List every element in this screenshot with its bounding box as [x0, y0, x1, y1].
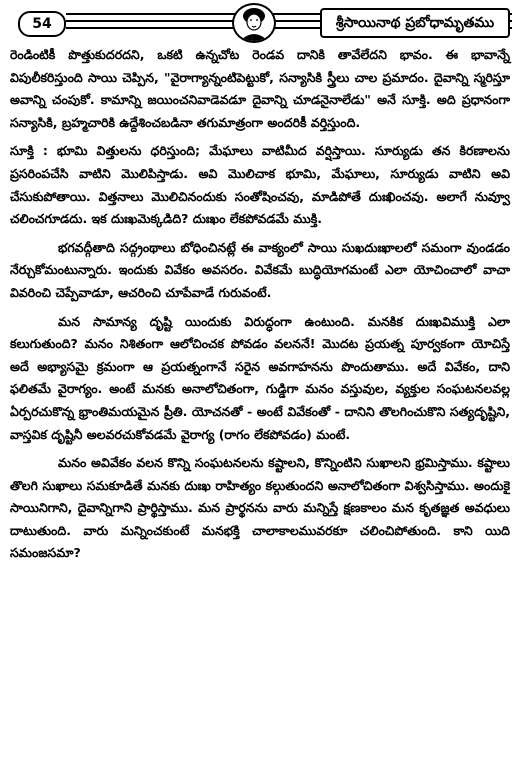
saibaba-portrait-icon	[232, 3, 276, 43]
paragraph: సూక్తి : భూమి విత్తులను ధరిస్తుంది; మేఘాలు వాటిమీద వర్షిస్తాయి. సూర్యుడు తన కిరణాలను ప్రసరింపచేసి వాటిని మొలిపిస్తాడు. అవి మొలిచాక భూమి, మేఘాలు, సూర్యుడు వాటిని అవి చేసుకుపోతాయి. విత్తనాలు మొలిచినందుకు సంతోషించవు, మాడిపోతే దుఃఖించవు. అలాగే నువ్వూ చలించగూడదు. ఇక దుఃఖమెక్కడిది? దుఃఖం లేకపోవడమే ముక్తి.	[10, 143, 510, 227]
page-header	[6, 3, 512, 39]
page-number: 54	[18, 11, 66, 37]
paragraph: భగవద్గీతాది సద్గ్రంథాలు బోధించినట్లే ఈ వాక్యంలో సాయి సుఖదుఃఖాలలో సమంగా వుండడం నేర్చుకోమంటున్నారు. ఇందుకు వివేకం అవసరం. వివేకమే బుద్ధియోగమంటే ఎలా యోచించాలో వాచా వివరించి చెప్పేవాడూ, ఆచరించి చూపేవాడే గురువంటే.	[10, 239, 510, 300]
paragraph: మనం అవివేకం వలన కొన్ని సంఘటనలను కష్టాలని, కొన్నింటిని సుఖాలని భ్రమిస్తాము. కష్టాలు తొలగి సుఖాలు సమకూడితే మనకు దుఃఖ రాహిత్యం కల్గుతుందని అనాలోచితంగా విశ్వసిస్తాము. అందుకై సాయినిగాని, దైవాన్నిగాని ప్రార్థిస్తాము. మన ప్రార్థనను వారు మన్నిస్తే క్షణకాలం మన కృతజ్ఞత అవధులు దాటుతుంది. వారు మన్నించకుంటే మనభక్తి చాలాకాలమువరకూ చలించిపోతుంది. కాని యిది సమంజసమా?	[10, 455, 510, 561]
paragraph: రెండింటికీ పొత్తుకుదరదని, ఒకటి ఉన్నచోట రెండవ దానికి తావేలేదని భావం. ఈ భావాన్నే విపులీకరిస్తుంది సాయి చెప్పిన, "వైరాగ్యాన్నంటిపెట్టుకో, సన్యాసికి స్త్రీలు చాల ప్రమాదం. దైవాన్ని స్మరిస్తూ అవాన్ని చంపుకో. కామాన్ని జయించనివాడెవడూ దైవాన్ని చూడనైనాలేడు" అనే సూక్తి. అది ప్రధానంగా సన్యాసికి, బ్రహ్మచారికి ఉద్దేశించబడినా తగుమాత్రంగా అందరికీ వర్తిస్తుంది.	[10, 47, 510, 130]
running-title: శ్రీసాయినాథ ప్రబోధామృతము	[320, 8, 510, 38]
page-body	[10, 44, 510, 565]
paragraph: మన సామాన్య దృష్టి యిందుకు విరుద్ధంగా ఉంటుంది. మనకిక దుఃఖవిముక్తి ఎలా కలుగుతుంది? మనం నిశితంగా ఆలోచించక పోవడం వలననే! మొదట ప్రయత్న పూర్వకంగా యోచిస్తే అదే అభ్యాసమై క్రమంగా ఆ ప్రయత్నంగానే సరైన అవగాహనను పొందుతాము. అదే వివేకం, దాని ఫలితమే వైరాగ్యం. అంటే మనకు అనాలోచితంగా, గుడ్డిగా మనం వస్తువుల, వ్యక్తుల సంఘటనలవల్ల ఏర్పరచుకొన్న భ్రాంతిమయమైన ప్రీతి. యోచనతో - అంటే వివేకంతో - దానిని తొలగించుకొని సత్యదృష్టిని, వాస్తవిక దృష్టినీ అలవరచుకోవడమే వైరాగ్య (రాగం లేకపోవడం) మంటే.	[10, 313, 510, 442]
